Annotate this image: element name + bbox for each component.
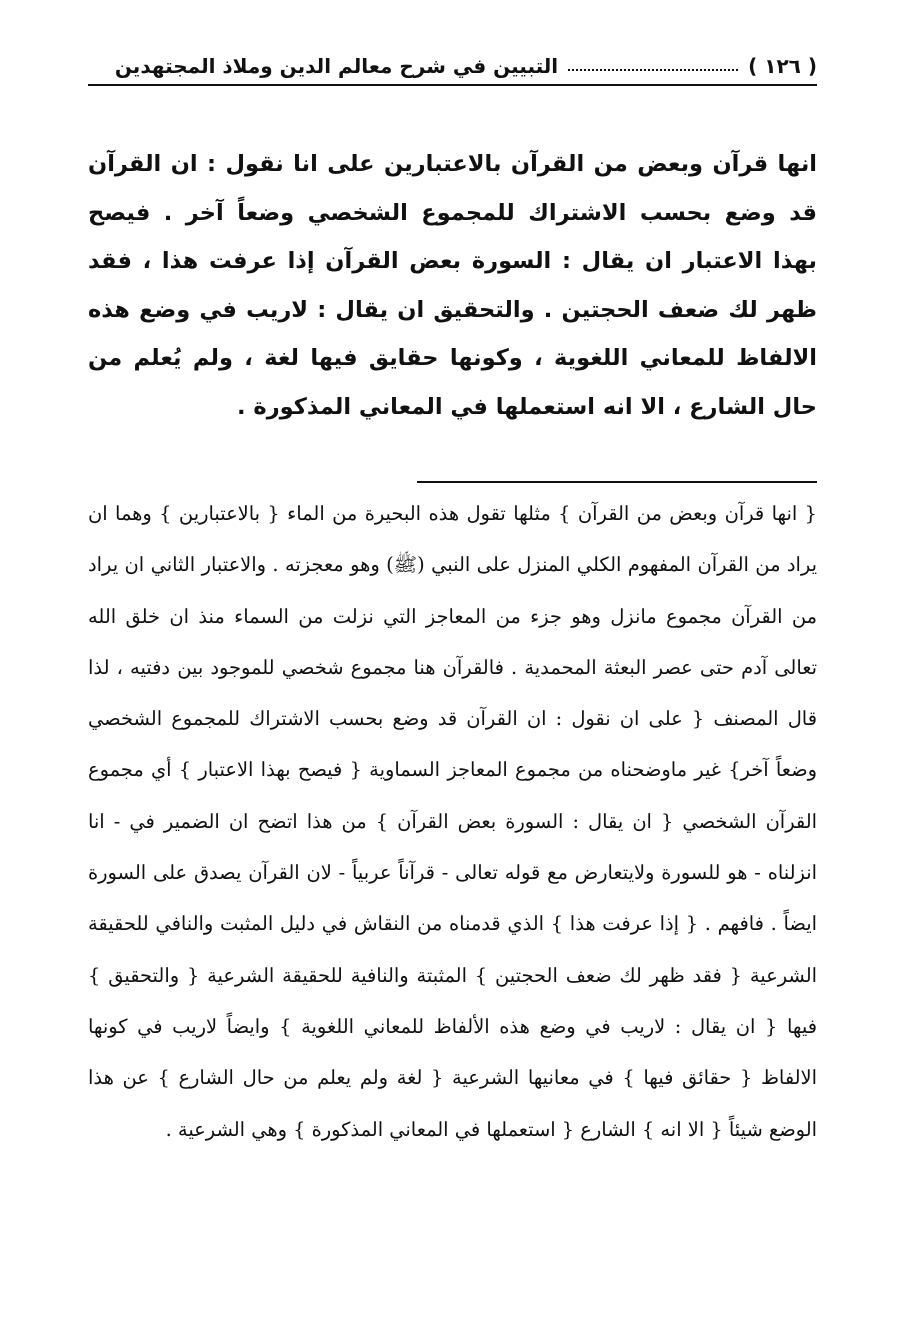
page-number: ( ١٢٦ ) <box>748 54 817 78</box>
running-title: التبيين في شرح معالم الدين وملاذ المجتهدين <box>114 54 559 78</box>
page-header <box>88 42 817 86</box>
leader-dots <box>568 69 738 71</box>
commentary-text: { انها قرآن وبعض من القرآن } مثلها تقول هذه البحيرة من الماء { بالاعتبارين } وهما ان يراد من القرآن المفهوم الكلي المنزل على النبي (ﷺ) وهو معجزته . والاعتبار الثاني ان يراد من القرآن مجموع مانزل وهو جزء من المعاجز التي نزلت من السماء منذ ان خلق الله تعالى آدم حتى عصر البعثة المحمدية . فالقرآن هنا مجموع شخصي للموجود بين دفتيه ، لذا قال المصنف { على ان نقول : ان القرآن قد وضع بحسب الاشتراك للمجموع الشخصي وضعاً آخر} غير ماوضحناه من مجموع المعاجز السماوية { فيصح بهذا الاعتبار } أي مجموع القرآن الشخصي { ان يقال : السورة بعض القرآن } من هذا اتضح ان الضمير في - انا انزلناه - هو للسورة ولايتعارض مع قوله تعالى - قرآناً عربياً - لان القرآن يصدق على السورة ايضاً . فافهم . { إذا عرفت هذا } الذي قدمناه من النقاش في دليل المثبت والنافي للحقيقة الشرعية { فقد ظهر لك ضعف الحجتين } المثبتة والنافية للحقيقة الشرعية { والتحقيق } فيها { ان يقال : لاريب في وضع هذه الألفاظ للمعاني اللغوية } وايضاً لاريب في كونها الالفاظ { حقائق فيها } في معانيها الشرعية { لغة ولم يعلم من حال الشارع } عن هذا الوضع شيئاً { الا انه } الشارع { استعملها في المعاني المذكورة } وهي الشرعية . <box>88 502 817 1141</box>
footnote-divider <box>417 481 817 483</box>
main-text: انها قرآن وبعض من القرآن بالاعتبارين على انا نقول : ان القرآن قد وضع بحسب الاشتراك للمجموع الشخصي وضعاً آخر . فيصح بهذا الاعتبار ان يقال : السورة بعض القرآن إذا عرفت هذا ، فقد ظهر لك ضعف الحجتين . والتحقيق ان يقال : لاريب في وضع هذه الالفاظ للمعاني اللغوية ، وكونها حقايق فيها لغة ، ولم يُعلم من حال الشارع ، الا انه استعملها في المعاني المذكورة . <box>88 151 817 420</box>
